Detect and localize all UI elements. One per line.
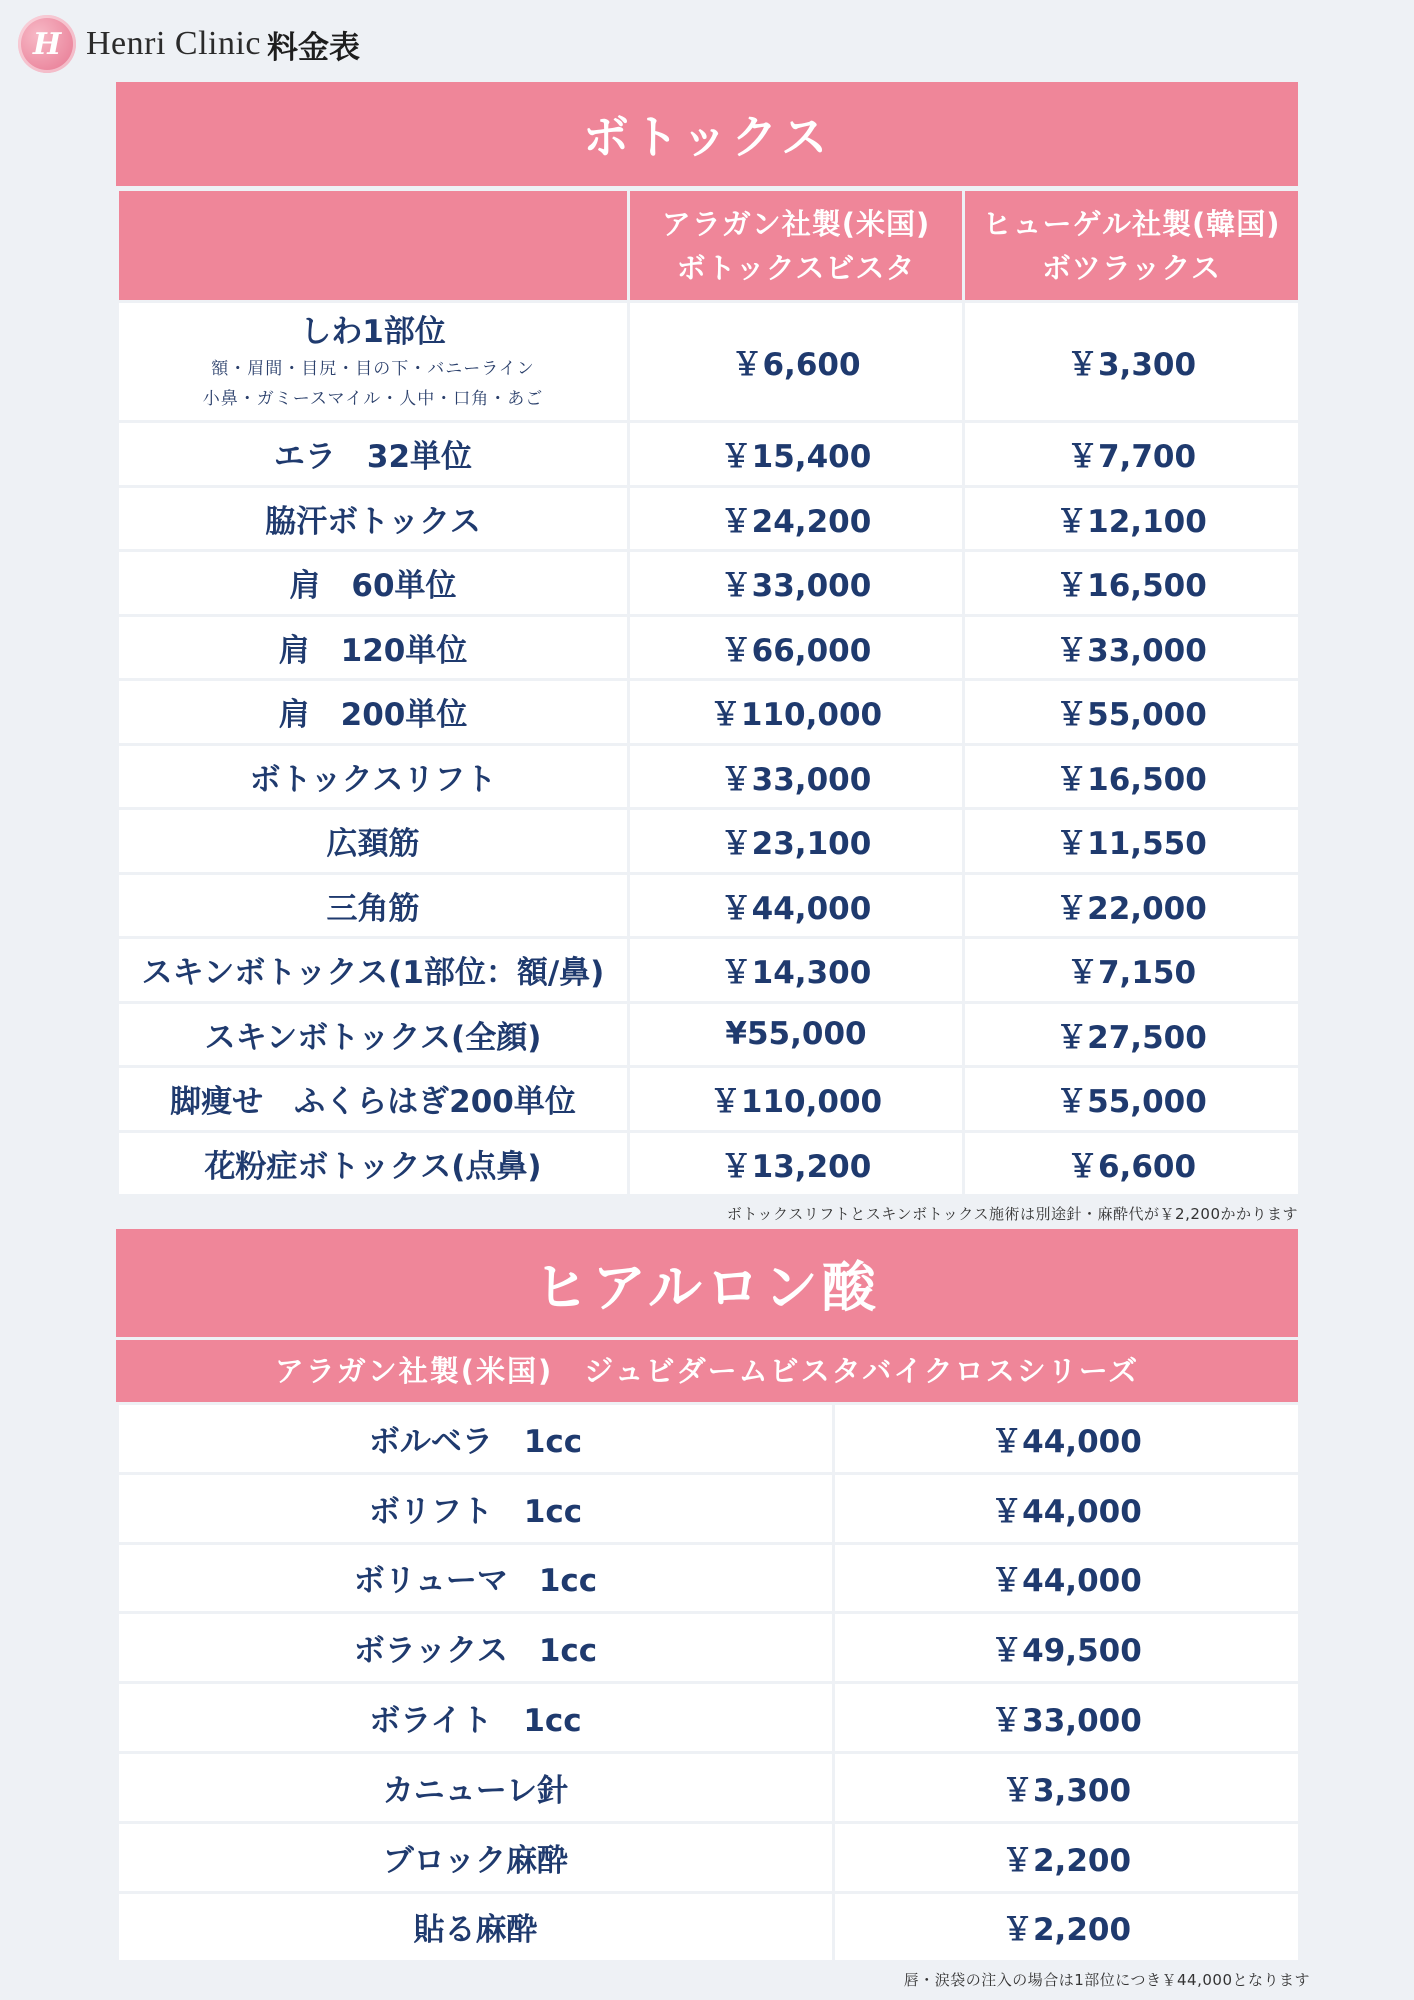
price-allergan: ￥14,300	[629, 938, 964, 1003]
treatment-name-text: しわ1部位	[300, 313, 446, 350]
treatment-name: ボリューマ 1cc	[118, 1543, 834, 1613]
hyaluronic-footnote: 唇・涙袋の注入の場合は1部位につき￥44,000となります	[903, 1971, 1310, 1990]
treatment-name: ブロック麻酔	[118, 1822, 834, 1892]
treatment-name: ボラックス 1cc	[118, 1613, 834, 1683]
price-hugel: ￥27,500	[964, 1002, 1300, 1067]
price-allergan: ￥44,000	[629, 873, 964, 938]
price-hugel: ￥12,100	[964, 486, 1300, 551]
price-hugel: ￥16,500	[964, 551, 1300, 616]
hyaluronic-subheader: アラガン社製(米国) ジュビダームビスタバイクロスシリーズ	[116, 1340, 1298, 1402]
treatment-name: 花粉症ボトックス(点鼻)	[118, 1131, 629, 1196]
treatment-name: スキンボトックス(1部位：額/鼻)	[118, 938, 629, 1003]
price-hugel: ￥7,150	[964, 938, 1300, 1003]
treatment-name: カニューレ針	[118, 1752, 834, 1822]
table-row	[118, 938, 1300, 1003]
price-allergan: ¥55,000	[629, 1002, 964, 1067]
treatment-name: ボルベラ 1cc	[118, 1404, 834, 1474]
treatment-name	[118, 302, 629, 422]
clinic-logo-icon: H	[18, 15, 76, 73]
botox-footnote: ボトックスリフトとスキンボトックス施術は別途針・麻酔代が￥2,200かかります	[726, 1205, 1298, 1223]
price: ￥2,200	[834, 1822, 1300, 1892]
treatment-name: 肩 200単位	[118, 680, 629, 745]
treatment-name: ボリフト 1cc	[118, 1473, 834, 1543]
hyaluronic-price-table	[116, 1402, 1301, 1963]
botox-header-hugel	[964, 190, 1300, 302]
botox-header-row	[118, 190, 1300, 302]
price-allergan: ￥33,000	[629, 744, 964, 809]
table-row	[118, 1543, 1300, 1613]
price: ￥33,000	[834, 1683, 1300, 1753]
treatment-name: 肩 120単位	[118, 615, 629, 680]
price: ￥49,500	[834, 1613, 1300, 1683]
treatment-name: 三角筋	[118, 873, 629, 938]
price-allergan: ￥110,000	[629, 1067, 964, 1132]
botox-price-table	[116, 188, 1301, 1197]
price-allergan: ￥15,400	[629, 422, 964, 487]
price-allergan: ￥23,100	[629, 809, 964, 874]
price-allergan: ￥66,000	[629, 615, 964, 680]
table-row	[118, 302, 1300, 422]
price: ￥44,000	[834, 1473, 1300, 1543]
table-row	[118, 1822, 1300, 1892]
price-hugel: ￥55,000	[964, 680, 1300, 745]
price-allergan: ￥110,000	[629, 680, 964, 745]
price: ￥2,200	[834, 1892, 1300, 1962]
price-hugel: ￥6,600	[964, 1131, 1300, 1196]
page-title: 料金表	[267, 29, 361, 66]
price-allergan: ￥33,000	[629, 551, 964, 616]
table-row	[118, 1892, 1300, 1962]
table-row	[118, 1683, 1300, 1753]
table-row	[118, 422, 1300, 487]
table-row	[118, 1131, 1300, 1196]
hyaluronic-section	[116, 1229, 1310, 1990]
table-row	[118, 1613, 1300, 1683]
treatment-name: 肩 60単位	[118, 551, 629, 616]
treatment-name: ボライト 1cc	[118, 1683, 834, 1753]
table-row	[118, 1002, 1300, 1067]
hugel-maker-label: ヒューゲル社製(韓国)	[982, 206, 1281, 241]
price: ￥44,000	[834, 1404, 1300, 1474]
price-hugel: ￥3,300	[964, 302, 1300, 422]
table-row	[118, 873, 1300, 938]
treatment-name: スキンボトックス(全顔)	[118, 1002, 629, 1067]
price-hugel: ￥7,700	[964, 422, 1300, 487]
price-allergan: ￥6,600	[629, 302, 964, 422]
table-row	[118, 551, 1300, 616]
treatment-name: ボトックスリフト	[118, 744, 629, 809]
table-row	[118, 486, 1300, 551]
table-row	[118, 615, 1300, 680]
table-row	[118, 809, 1300, 874]
botox-section-title: ボトックス	[116, 82, 1298, 186]
table-row	[118, 680, 1300, 745]
botox-header-allergan	[629, 190, 964, 302]
price-hugel: ￥11,550	[964, 809, 1300, 874]
treatment-name: 貼る麻酔	[118, 1892, 834, 1962]
table-row	[118, 1752, 1300, 1822]
price-hugel: ￥33,000	[964, 615, 1300, 680]
page-header	[18, 14, 360, 74]
allergan-maker-label: アラガン社製(米国)	[661, 206, 931, 241]
treatment-name: 脚痩せ ふくらはぎ200単位	[118, 1067, 629, 1132]
price-hugel: ￥16,500	[964, 744, 1300, 809]
hyaluronic-section-title: ヒアルロン酸	[116, 1229, 1298, 1337]
treatment-name: 広頚筋	[118, 809, 629, 874]
price-hugel: ￥22,000	[964, 873, 1300, 938]
treatment-name: 脇汗ボトックス	[118, 486, 629, 551]
price: ￥44,000	[834, 1543, 1300, 1613]
hugel-product-label: ボツラックス	[1041, 250, 1222, 285]
botox-section	[116, 82, 1298, 1224]
treatment-name: エラ 32単位	[118, 422, 629, 487]
treatment-areas-line2: 小鼻・ガミースマイル・人中・口角・あご	[202, 388, 544, 409]
price-allergan: ￥13,200	[629, 1131, 964, 1196]
treatment-areas-line1: 額・眉間・目尻・目の下・バニーライン	[211, 358, 535, 379]
table-row	[118, 1067, 1300, 1132]
botox-header-empty	[118, 190, 629, 302]
price: ￥3,300	[834, 1752, 1300, 1822]
price-allergan: ￥24,200	[629, 486, 964, 551]
table-row	[118, 744, 1300, 809]
table-row	[118, 1404, 1300, 1474]
brand-name: Henri Clinic	[86, 25, 262, 62]
table-row	[118, 1473, 1300, 1543]
allergan-product-label: ボトックスビスタ	[676, 250, 916, 285]
price-hugel: ￥55,000	[964, 1067, 1300, 1132]
